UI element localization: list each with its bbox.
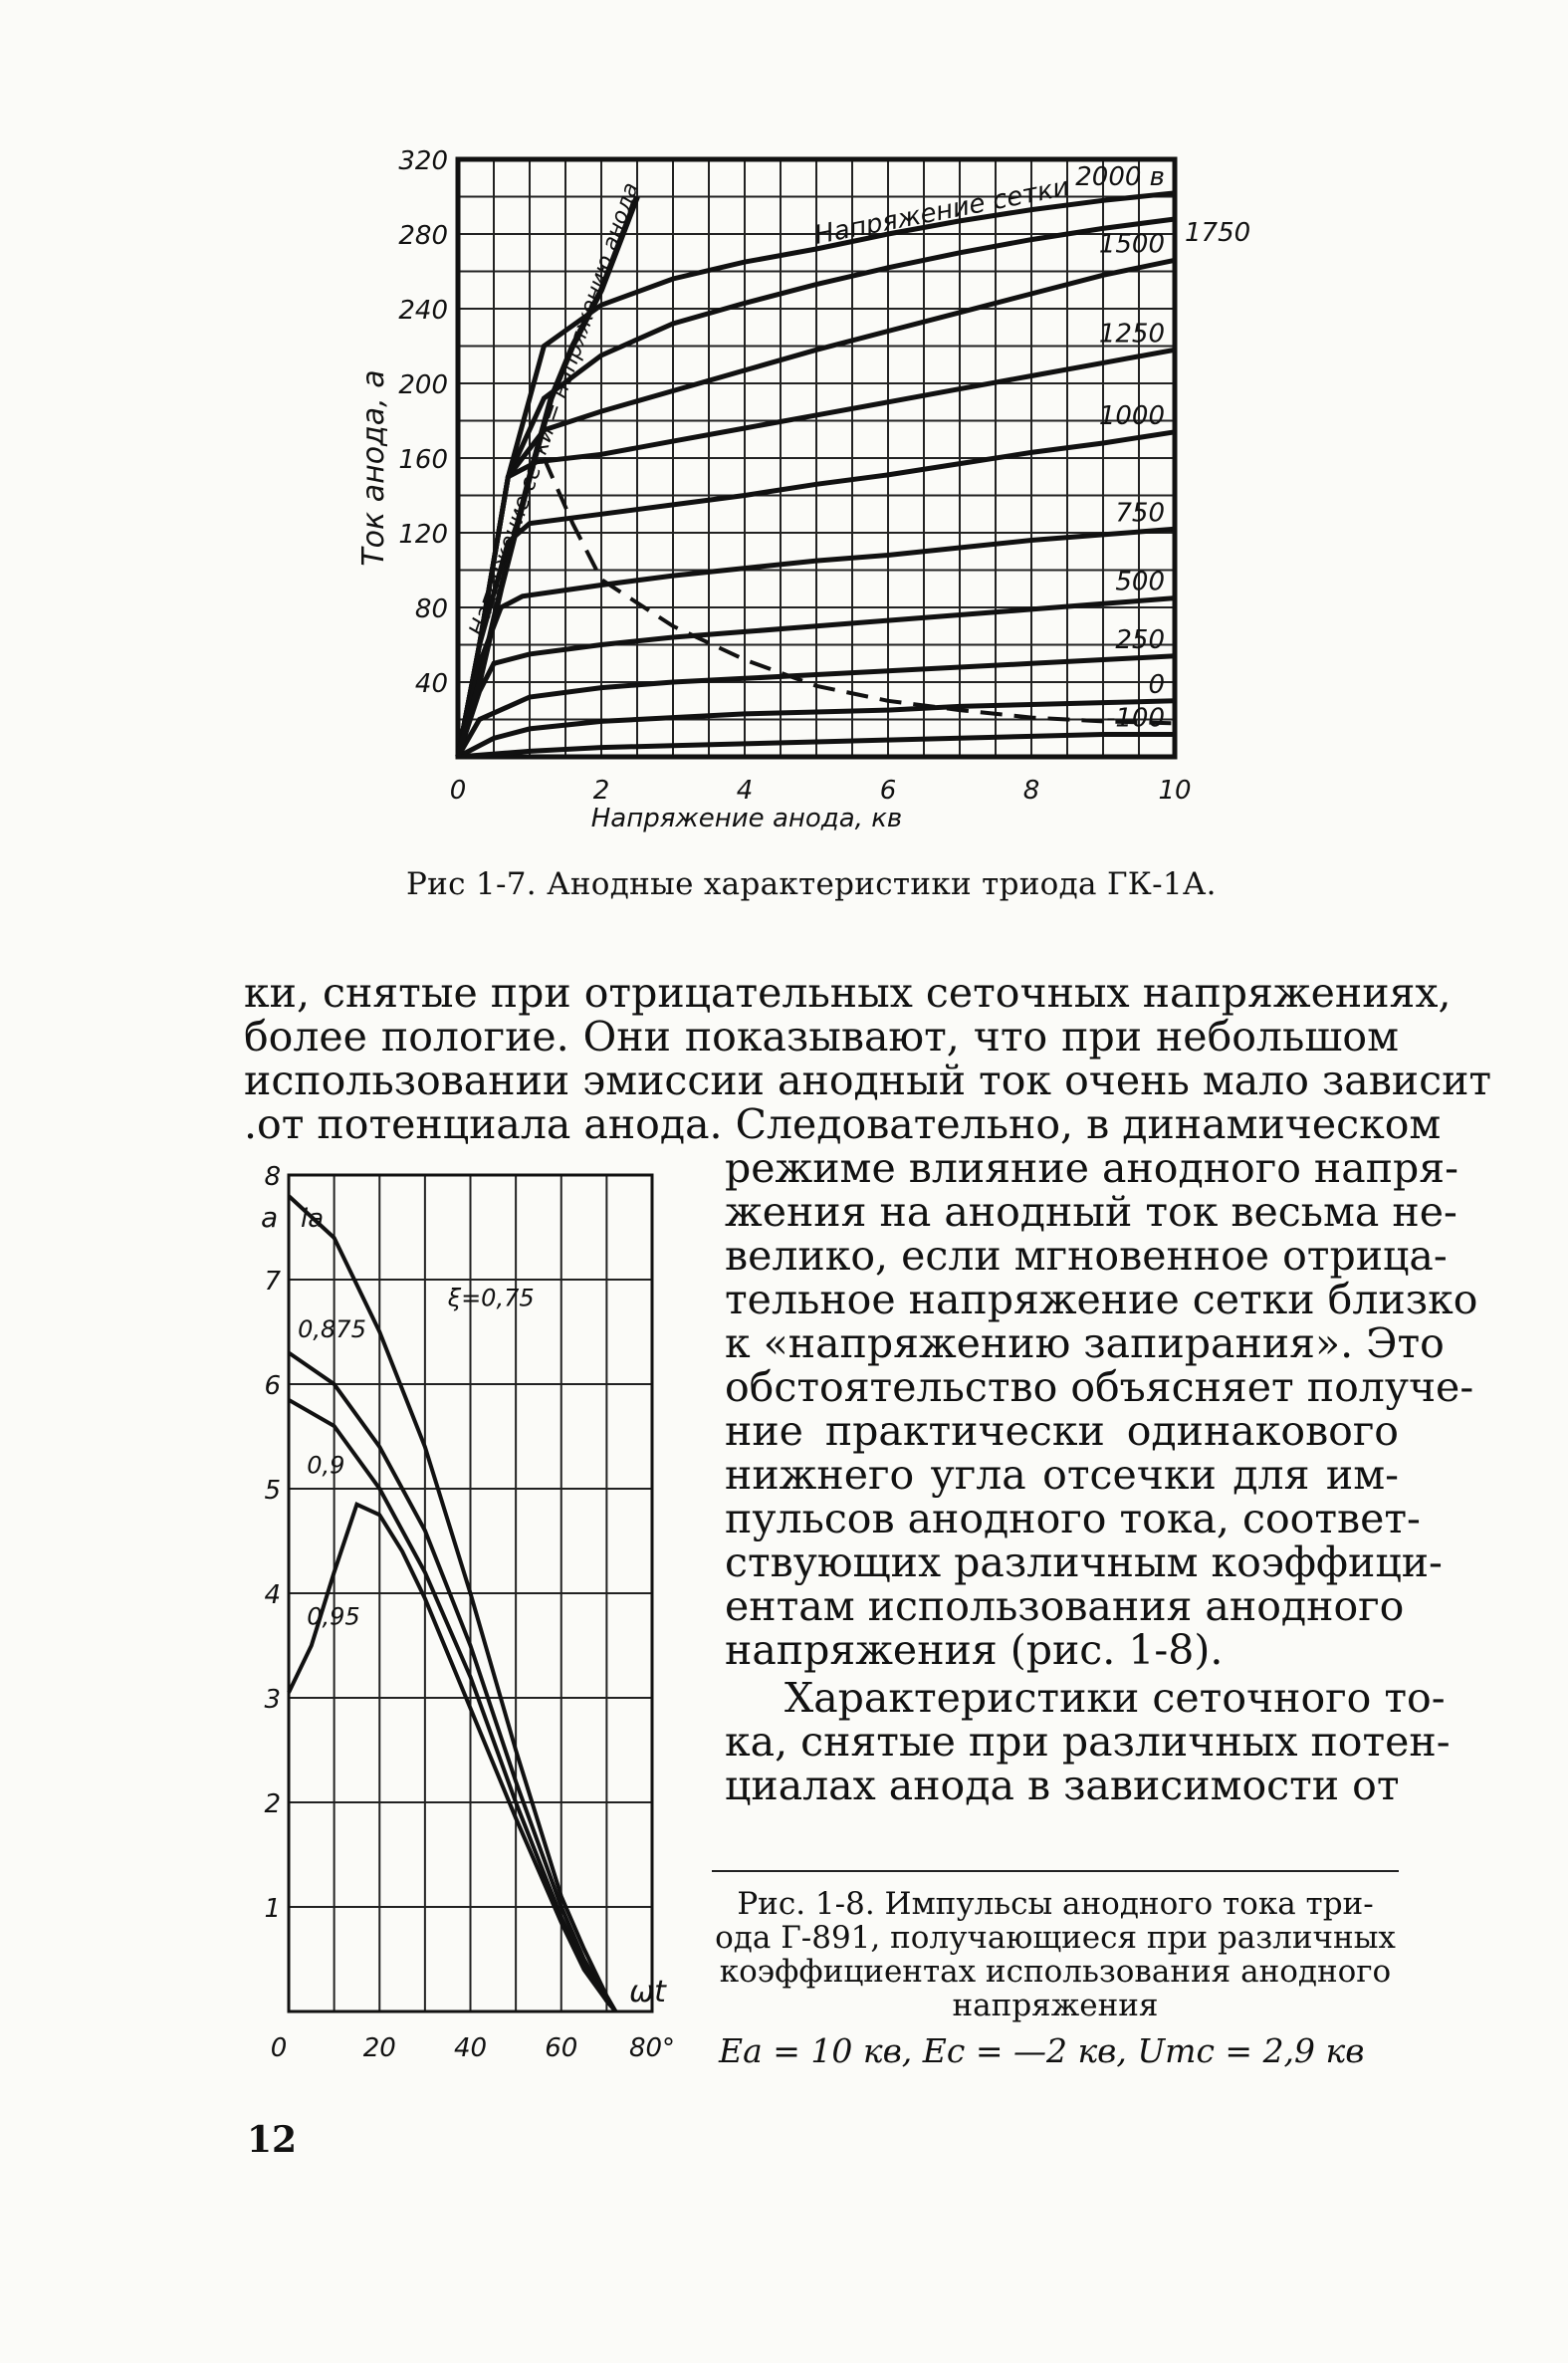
fig1-series-label: 2000 в — [1075, 161, 1165, 192]
fig2-series-label: ξ=0,75 — [447, 1284, 535, 1312]
fig1-y-tick-label: 160 — [398, 445, 448, 475]
fig1-series-label: -100 — [1105, 703, 1165, 734]
fig1-y-tick-label: 40 — [414, 669, 448, 699]
fig2-x-tick-label: 0 — [270, 2033, 288, 2063]
fig1-series-label: 1250 — [1098, 319, 1165, 350]
fig2-y-tick-label: 4 — [264, 1580, 281, 1610]
text-line: циалах анода в зависимости от — [725, 1762, 1400, 1809]
fig2-series-line — [289, 1505, 616, 2011]
text-line: жения на анодный ток весьма не- — [725, 1188, 1457, 1236]
figure-1-7-caption: Рис 1-7. Анодные характеристики триода ГК-1А. — [406, 866, 1217, 902]
fig2-y-axis-label: iа — [301, 1204, 325, 1234]
caption-line: ода Г-891, получающиеся при различных — [715, 1920, 1396, 1956]
fig1-y-tick-label: 200 — [398, 370, 448, 400]
fig2-series-label: 0,875 — [298, 1314, 366, 1343]
fig1-boundary-label: Напряжение сетки = напряжению анода — [465, 179, 644, 639]
fig1-y-axis-label: Ток анода, а — [356, 369, 391, 567]
paragraph-3 — [725, 1674, 1451, 1809]
fig1-y-tick-label: 80 — [414, 594, 448, 624]
fig1-series-label: 500 — [1115, 567, 1165, 597]
text-line: Характеристики сеточного то- — [784, 1674, 1446, 1722]
caption-line: коэффициентах использования анодного — [719, 1954, 1392, 1990]
fig2-curves — [289, 1196, 616, 2011]
page-number: 12 — [247, 2119, 298, 2161]
figure-1-8-caption — [712, 1887, 1399, 2022]
paragraph-1 — [244, 969, 1492, 1148]
text-line: обстоятельство объясняет получе- — [725, 1363, 1474, 1411]
fig2-y-tick-label: 1 — [264, 1894, 281, 1924]
fig2-y-unit-label: а — [261, 1201, 279, 1234]
text-line: режиме влияние анодного напря- — [725, 1144, 1458, 1192]
text-line: ка, снятые при различных потен- — [725, 1718, 1451, 1766]
fig1-series-label: 750 — [1115, 498, 1165, 529]
text-line: ние практически одинакового — [725, 1407, 1399, 1455]
figure-1-8-chart — [239, 1155, 707, 2063]
fig1-y-tick-label: 240 — [398, 296, 448, 326]
fig1-series-label: 1750 — [1185, 218, 1251, 248]
fig2-y-tick-label: 7 — [264, 1267, 281, 1297]
fig1-x-tick-label: 8 — [1022, 776, 1040, 806]
fig1-y-tick-label: 280 — [398, 221, 448, 251]
fig2-x-tick-label: 20 — [362, 2033, 396, 2063]
text-line: напряжения (рис. 1-8). — [725, 1626, 1224, 1674]
paragraph-2 — [725, 1144, 1478, 1674]
fig1-y-tick-label: 120 — [398, 520, 448, 550]
fig1-x-tick-label: 4 — [736, 776, 754, 806]
fig1-series-label: 250 — [1115, 624, 1165, 655]
fig2-series-label: 0,9 — [307, 1451, 345, 1480]
fig2-y-tick-label: 3 — [264, 1685, 281, 1715]
text-line: велико, если мгновенное отрица- — [725, 1232, 1448, 1280]
fig1-series-label: 1000 — [1098, 400, 1165, 431]
caption-line: напряжения — [952, 1988, 1159, 2023]
caption-line: Рис. 1-8. Импульсы анодного тока три- — [737, 1886, 1374, 1922]
fig2-x-tick-label: 60 — [545, 2033, 578, 2063]
text-line: ентам использования анодного — [725, 1582, 1405, 1630]
fig2-x-tick-label: 40 — [453, 2033, 488, 2063]
fig1-x-tick-label: 6 — [879, 776, 897, 806]
fig2-y-tick-label: 2 — [264, 1789, 281, 1819]
text-line: ки, снятые при отрицательных сеточных напряжениях, — [244, 969, 1452, 1017]
fig2-y-tick-label: 6 — [264, 1371, 281, 1401]
fig2-y-tick-label: 8 — [264, 1162, 281, 1192]
text-line: более пологие. Они показывают, что при небольшом — [244, 1013, 1399, 1061]
text-line: .от потенциала анода. Следовательно, в динамическом — [244, 1100, 1442, 1148]
fig1-series-label: 1500 — [1098, 229, 1165, 260]
text-line: пульсов анодного тока, соответ- — [725, 1495, 1421, 1542]
figure-1-7-chart — [329, 139, 1251, 856]
fig1-curve-label-prefix: Напряжение сетки — [811, 171, 1072, 251]
fig2-x-tick-label: 80° — [628, 2033, 676, 2063]
fig1-series-label: 0 — [1148, 669, 1165, 700]
fig1-y-tick-label: 320 — [398, 146, 448, 176]
fig1-curves — [458, 162, 1250, 757]
text-line: нижнего угла отсечки для им- — [725, 1451, 1399, 1499]
fig2-y-tick-label: 5 — [264, 1476, 281, 1506]
text-line: к «напряжению запирания». Это — [725, 1319, 1445, 1367]
footnote-rule — [712, 1870, 1399, 1872]
text-line: использовании эмиссии анодный ток очень мало зависит — [244, 1057, 1492, 1104]
fig1-x-axis-label: Напряжение анода, кв — [590, 804, 903, 833]
text-line: ствующих различным коэффици- — [725, 1538, 1443, 1586]
fig1-x-tick-label: 0 — [449, 776, 467, 806]
text-line: тельное напряжение сетки близко — [725, 1276, 1478, 1323]
fig2-x-axis-label: ωt — [629, 1975, 666, 2009]
fig1-x-tick-label: 2 — [592, 776, 610, 806]
fig2-series-label: 0,95 — [307, 1602, 360, 1631]
fig1-x-tick-label: 10 — [1158, 776, 1192, 806]
figure-1-8-formula: Eа = 10 кв, Eс = —2 кв, Umс = 2,9 кв — [719, 2031, 1365, 2070]
